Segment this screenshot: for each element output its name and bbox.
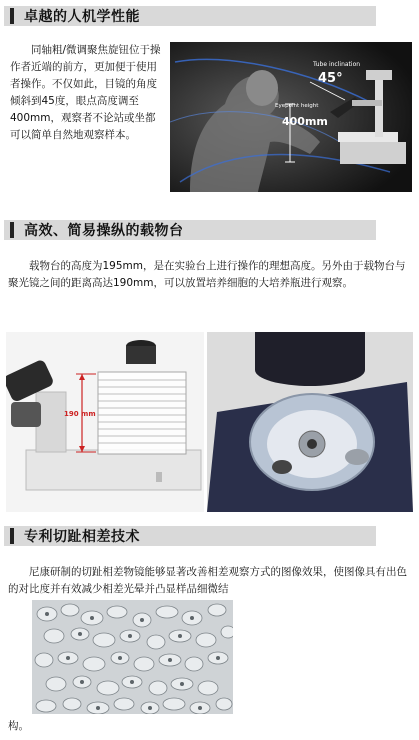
angle-value: 45° (318, 71, 343, 86)
dimension-label: 190 mm (64, 410, 96, 418)
eyepoint-label: Eyepoint height (275, 103, 319, 109)
stage-closeup-image (207, 332, 413, 512)
ergonomics-image (170, 42, 412, 192)
section-marker (10, 222, 14, 238)
section-marker (10, 8, 14, 24)
phase-contrast-text: 尼康研制的切趾相差物镜能够显著改善相差观察方式的图像效果，使图像具有出色的对比度并有效减少相差光晕并凸显样品细微结 (8, 566, 407, 595)
section-header-ergonomics (4, 6, 376, 26)
stage-flask-image (6, 332, 204, 512)
section-title: 高效、简易操纵的载物台 (24, 223, 184, 239)
ergonomics-text: 同轴粗/微调聚焦旋钮位于操作者近端的前方，更加便于使用者操作。不仅如此，目镜的角度倾斜到45度，眼点高度调至400mm，观察者不论站或坐都可以简单自然地观察样本。 (10, 44, 161, 141)
section-header-stage (4, 220, 376, 240)
section-header-phase-contrast (4, 526, 376, 546)
tube-inclination-label: Tube inclination (313, 61, 361, 68)
section-title: 卓越的人机学性能 (24, 9, 140, 25)
phase-contrast-text-tail: 构。 (8, 720, 29, 732)
height-value: 400mm (282, 115, 328, 128)
section-marker (10, 528, 14, 544)
section-title: 专利切趾相差技术 (24, 529, 140, 545)
stage-text: 载物台的高度为195mm，是在实验台上进行操作的理想高度。另外由于载物台与聚光镜之间的距离高达190mm，可以放置培养细胞的大培养瓶进行观察。 (8, 260, 406, 289)
cell-micrograph-image (32, 600, 233, 714)
